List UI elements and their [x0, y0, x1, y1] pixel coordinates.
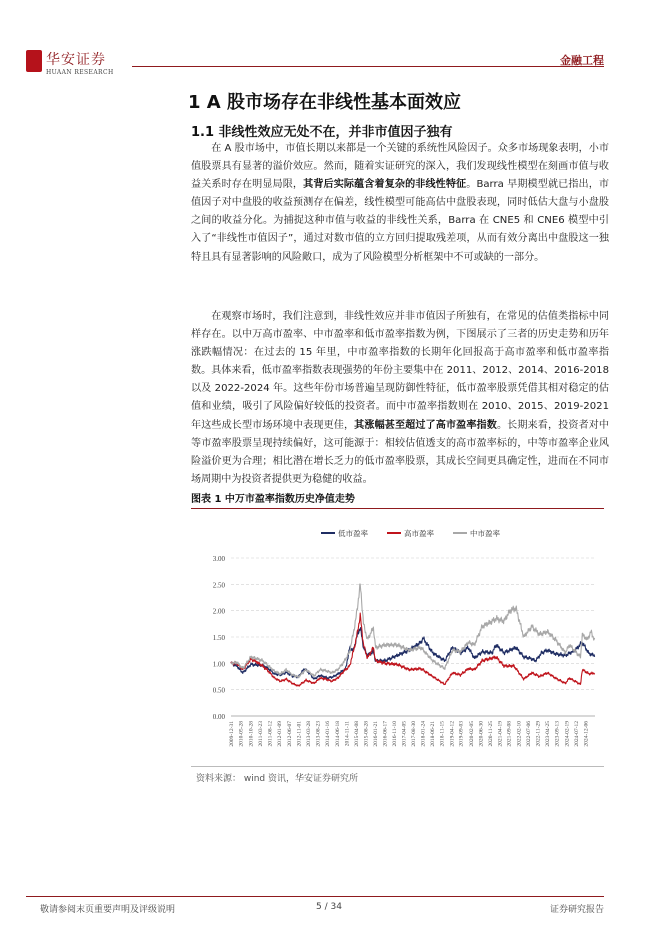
body-paragraph-1 — [191, 140, 609, 267]
figure-source: 资料来源： wind 资讯，华安证券研究所 — [196, 774, 359, 784]
legend-label: 高市盈率 — [404, 529, 434, 538]
x-tick-label: 2015-08-28 — [363, 721, 370, 747]
line-chart — [191, 512, 604, 764]
x-tick-label: 2009-12-31 — [229, 721, 235, 747]
y-tick-label: 2.50 — [212, 581, 225, 590]
x-tick-label: 2023-04-25 — [545, 721, 552, 747]
footer-divider — [26, 896, 604, 897]
paragraph-text: 。Barra 早期模型就已指出，市值因子对中盘股的收益预测存在偏差，线性模型可能高估中盘股表现，同时低估大盘与小盘股之间的收益分化。为捕捉这种市值与收益的非线性关系，Barra 在 CNE5 和 CNE6 模型中引入了“非线性市值因子”，通过对数市值的立方回归提取残差项，从而有效分离出中盘股这一独特且具有显著影响的风险敞口，成为了风险模型分析框架中不可或缺的一部分。 — [191, 179, 610, 263]
legend-label: 中市盈率 — [470, 529, 500, 538]
x-tick-label: 2011-03-23 — [258, 721, 265, 747]
logo-seal-icon — [26, 50, 42, 72]
heading-level2: 1.1 非线性效应无处不在，并非市值因子独有 — [191, 125, 453, 140]
x-tick-label: 2016-01-21 — [372, 721, 379, 747]
x-tick-label: 2021-04-19 — [497, 721, 504, 747]
emphasis-text: 其背后实际蕴含着复杂的非线性特征 — [303, 179, 467, 191]
section-label: 金融工程 — [560, 54, 604, 67]
footer-disclaimer[interactable]: 敬请参阅末页重要声明及评级说明 — [40, 905, 176, 915]
x-tick-label: 2022-02-10 — [516, 721, 523, 747]
figure-title: 图表 1 中万市盈率指数历史净值走势 — [191, 494, 355, 505]
header-divider — [132, 66, 604, 67]
x-tick-label: 2014-11-11 — [344, 721, 351, 747]
y-tick-label: 0.00 — [212, 713, 225, 721]
x-tick-label: 2013-03-28 — [305, 721, 312, 747]
x-tick-label: 2010-10-28 — [248, 721, 255, 747]
x-tick-label: 2016-11-10 — [391, 721, 398, 747]
x-tick-label: 2010-05-28 — [238, 721, 245, 747]
x-tick-label: 2019-04-12 — [449, 721, 456, 747]
x-tick-label: 2020-06-30 — [478, 721, 485, 747]
x-tick-label: 2013-08-23 — [315, 721, 322, 747]
x-tick-label: 2018-01-24 — [420, 721, 427, 747]
logo-cn-text: 华安证券 — [46, 52, 106, 68]
series-line-3 — [231, 584, 595, 678]
emphasis-text: 其涨幅甚至超过了高市盈率指数 — [354, 419, 497, 431]
x-tick-label: 2017-04-05 — [401, 721, 408, 747]
y-tick-label: 3.00 — [212, 555, 225, 563]
legend-label: 低市盈率 — [338, 529, 368, 538]
x-tick-label: 2020-02-05 — [468, 721, 475, 747]
figure-title-divider — [191, 508, 604, 509]
x-tick-label: 2019-09-03 — [458, 721, 465, 747]
x-tick-label: 2018-06-21 — [430, 721, 437, 747]
series-line-1 — [231, 628, 595, 680]
y-tick-label: 1.00 — [212, 660, 225, 669]
x-tick-label: 2020-11-25 — [487, 721, 494, 747]
paragraph-text: 在 A 股市场中，市值长期以来都是一个关键的系统性风险因子。众多市场现象表明，小市值股票具有显著的溢价效应。然而，随着实证研究的深入，我们发现线性模型在刻画市值与收益关系时存在明显局限， — [191, 143, 609, 191]
x-tick-label: 2012-11-01 — [296, 721, 303, 747]
x-tick-label: 2015-04-08 — [354, 721, 361, 747]
x-tick-label: 2014-06-18 — [334, 721, 341, 747]
x-tick-label: 2018-11-15 — [439, 721, 446, 747]
x-tick-label: 2023-09-13 — [554, 721, 561, 747]
x-tick-label: 2011-08-12 — [267, 721, 274, 747]
paragraph-text: 。长期来看，投资者对中等市盈率股票呈现持续偏好，这可能源于：相较估值透支的高市盈率标的，中等市盈率企业风险溢价更为合理；相比潜在增长乏力的低市盈率股票，其成长空间更具确定性，进而在不同市场周期中为投资者提供更为稳健的收益。 — [191, 419, 610, 485]
footer-report-type: 证券研究报告 — [549, 905, 604, 915]
x-tick-label: 2012-01-09 — [277, 721, 284, 747]
x-tick-label: 2017-08-30 — [410, 721, 417, 747]
x-tick-label: 2024-12-06 — [583, 721, 590, 747]
x-tick-label: 2014-01-16 — [325, 721, 332, 747]
x-tick-label: 2024-02-19 — [564, 721, 571, 747]
company-logo — [26, 46, 126, 82]
body-paragraph-2 — [191, 308, 609, 489]
x-tick-label: 2022-11-29 — [535, 721, 542, 747]
figure-bottom-divider — [191, 766, 604, 767]
y-tick-label: 2.00 — [212, 607, 225, 616]
page-number: 5 / 34 — [316, 902, 342, 912]
x-tick-label: 2022-07-06 — [526, 721, 533, 747]
y-tick-label: 0.50 — [212, 686, 225, 695]
paragraph-text: 在观察市场时，我们注意到，非线性效应并非市值因子所独有，在常见的估值类指标中同样存在。以中万高市盈率、中市盈率和低市盈率指数为例，下图展示了三者的历史走势和历年涨跌幅情况：在过去的 15 年里，中市盈率指数的长期年化回报高于高市盈率和低市盈率指数。具体来看，低市盈率指数表现强势的年份主要集中在 2011、2012、2014、2016-2018 以及 2022-2024 年。这些年份市场普遍呈现防御性特征，低市盈率股票凭借其相对稳定的估值和业绩，吸引了风险偏好较低的投资者。而中市盈率指数则在 2010、2015、2019-2021 年这些成长型市场环境中表现更佳， — [191, 311, 609, 431]
x-tick-label: 2021-09-08 — [506, 721, 513, 747]
x-tick-label: 2016-06-17 — [382, 721, 389, 747]
y-tick-label: 1.50 — [212, 634, 225, 642]
x-tick-label: 2024-07-12 — [574, 721, 581, 747]
heading-level1: 1 A 股市场存在非线性基本面效应 — [188, 92, 461, 113]
logo-en-text: HUAAN RESEARCH — [46, 69, 114, 76]
x-tick-label: 2012-06-07 — [286, 721, 293, 747]
